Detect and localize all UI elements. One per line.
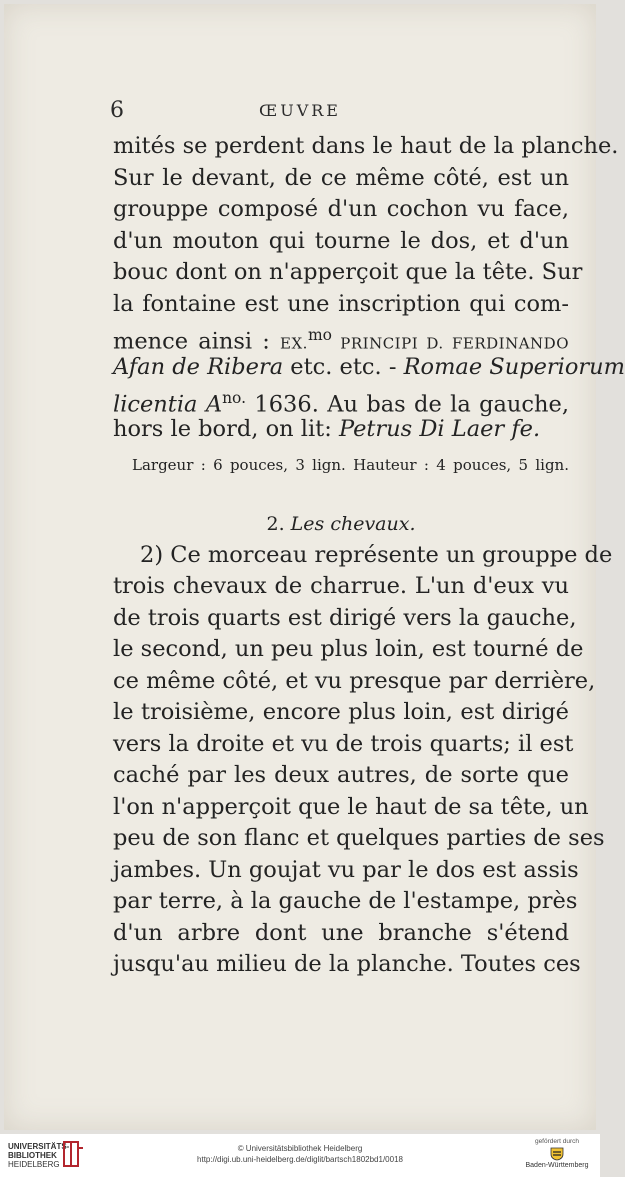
italic-text: Petrus Di Laer fe. — [338, 416, 541, 442]
dimensions-note: Largeur : 6 pouces, 3 lign. Hauteur : 4 pouces, 5 lign. — [132, 456, 569, 474]
page-number: 6 — [110, 98, 124, 123]
text-line: vers la droite et vu de trois quarts; il est — [113, 731, 574, 757]
text: mence ainsi : — [113, 328, 281, 355]
text-line-inscription — [113, 352, 625, 382]
caps: PRINCIPI D. FERDINANDO — [331, 334, 569, 353]
text: 1636. Au bas de la gauche, — [246, 391, 569, 418]
running-title: ŒUVRE — [259, 101, 341, 120]
text-line: bouc dont on n'apperçoit que la tête. Sur — [113, 259, 583, 285]
italic-text: Romae Superiorum — [403, 354, 625, 380]
text-line: mités se perdent dans le haut de la planche. — [113, 133, 619, 159]
source-url-link[interactable]: http://digi.ub.uni-heidelberg.de/diglit/bartsch1802bd1/0018 — [197, 1155, 403, 1164]
text-line: grouppe composé d'un cochon vu face, — [113, 196, 569, 222]
text-line: peu de son flanc et quelques parties de ses — [113, 825, 605, 851]
text-line: le second, un peu plus loin, est tourné de — [113, 636, 584, 662]
text-line: Sur le devant, de ce même côté, est un — [113, 165, 569, 191]
text-line — [113, 414, 569, 444]
text-line: de trois quarts est dirigé vers la gauche, — [113, 605, 577, 631]
italic-text: Afan de Ribera — [113, 354, 284, 380]
text: hors le bord, on lit: — [113, 416, 339, 442]
text-line: l'on n'apperçoit que le haut de sa tête, un — [113, 794, 589, 820]
library-name-line: HEIDELBERG — [8, 1160, 60, 1169]
caps: EX. — [280, 334, 308, 353]
section-number: 2. — [266, 513, 285, 535]
text-line: caché par les deux autres, de sorte que — [113, 762, 569, 788]
superscript: no. — [222, 389, 247, 407]
text-line: le troisième, encore plus loin, est dirigé — [113, 699, 569, 725]
text-line: jambes. Un goujat vu par le dos est assis — [113, 857, 579, 883]
text-line: la fontaine est une inscription qui com- — [113, 291, 569, 317]
sponsor-label: gefördert durch — [534, 1138, 580, 1145]
italic-text: A — [197, 391, 223, 418]
footer-bar — [0, 1134, 600, 1177]
sponsor-block — [522, 1138, 592, 1169]
library-name-line: BIBLIOTHEK — [8, 1151, 57, 1160]
sponsor-name: Baden-Württemberg — [525, 1162, 589, 1169]
text: etc. etc. - — [283, 354, 404, 380]
text-line: 2) Ce morceau représente un grouppe de — [140, 542, 613, 568]
text-line: jusqu'au milieu de la planche. Toutes ces — [113, 951, 581, 977]
section-title — [113, 509, 569, 539]
italic-text: licentia — [113, 391, 198, 418]
text-line: par terre, à la gauche de l'estampe, près — [113, 888, 578, 914]
superscript: mo — [307, 326, 332, 344]
library-name-line: UNIVERSITÄTS- — [8, 1142, 70, 1151]
state-crest-icon — [549, 1147, 565, 1161]
text-line: d'un arbre dont une branche s'étend — [113, 920, 569, 946]
text-line: trois chevaux de charrue. L'un d'eux vu — [113, 573, 569, 599]
text-line: d'un mouton qui tourne le dos, et d'un — [113, 228, 569, 254]
copyright-text: © Universitätsbibliothek Heidelberg — [237, 1144, 363, 1153]
text-line: ce même côté, et vu presque par derrière, — [113, 668, 596, 694]
section-heading: Les chevaux. — [290, 513, 416, 535]
